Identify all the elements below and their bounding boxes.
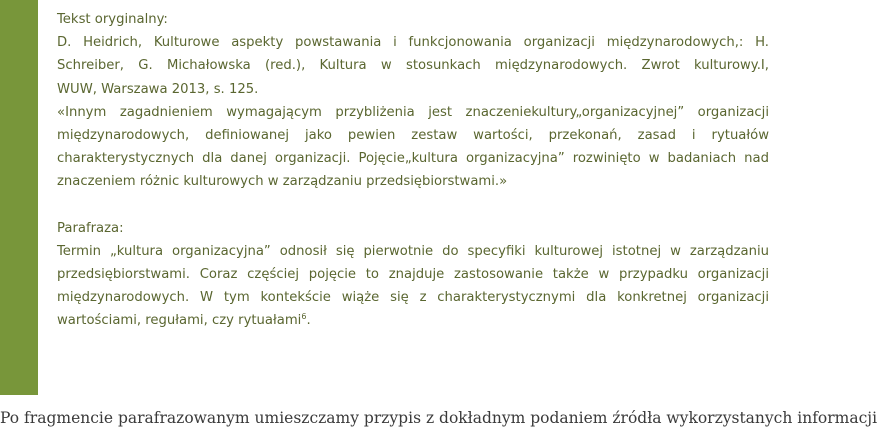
paraphrase-line-4: wartościami, regułami, czy rytuałami$^6$. <box>57 312 311 329</box>
quote-line-2: międzynarodowych, definiowanej jako pewien zestaw wartości, przekonań, zasad i rytuałów <box>57 127 769 143</box>
paragraph-gap <box>57 194 769 217</box>
paraphrase-line-3: międzynarodowych. W tym kontekście wiąże się z charakterystycznymi dla konkretnej organizacji <box>57 290 769 306</box>
quote-line-4: znaczeniem różnic kulturowych w zarządzaniu przedsiębiorstwami.» <box>57 174 508 190</box>
accent-sidebar-bar <box>0 0 38 395</box>
quote-line-1: «Innym zagadnieniem wymagającym przybliżenia jest znaczeniekultury„organizacyjnej” organizacji <box>57 104 769 120</box>
footnote-reference: 6 <box>301 312 307 322</box>
source-line-3: WUW, Warszawa 2013, s. 125. <box>57 81 259 97</box>
source-line-2: Schreiber, G. Michałowska (red.), Kultura w stosunkach międzynarodowych. Zwrot kulturowy.I, <box>57 58 769 74</box>
paraphrase-heading: Parafraza: <box>57 220 124 236</box>
quote-box <box>57 8 769 332</box>
footer-note: Po fragmencie parafrazowanym umieszczamy przypis z dokładnym podaniem źródła wykorzystanych informacji <box>0 409 877 427</box>
paraphrase-line-4-text: wartościami, regułami, czy rytuałami <box>57 313 302 329</box>
source-line-1: D. Heidrich, Kulturowe aspekty powstawania i funkcjonowania organizacji międzynarodowych,: H. <box>57 35 769 51</box>
quote-line-3: charakterystycznych dla danej organizacji. Pojęcie„kultura organizacyjna” rozwinięto w badaniach nad <box>57 151 769 167</box>
original-heading: Tekst oryginalny: <box>57 12 168 27</box>
paraphrase-line-1: Termin „kultura organizacyjna” odnosił się pierwotnie do specyfiki kulturowej istotnej w zarządzaniu <box>57 243 769 259</box>
paraphrase-line-2: przedsiębiorstwami. Coraz częściej pojęcie to znajduje zastosowanie także w przypadku organizacji <box>57 266 769 282</box>
